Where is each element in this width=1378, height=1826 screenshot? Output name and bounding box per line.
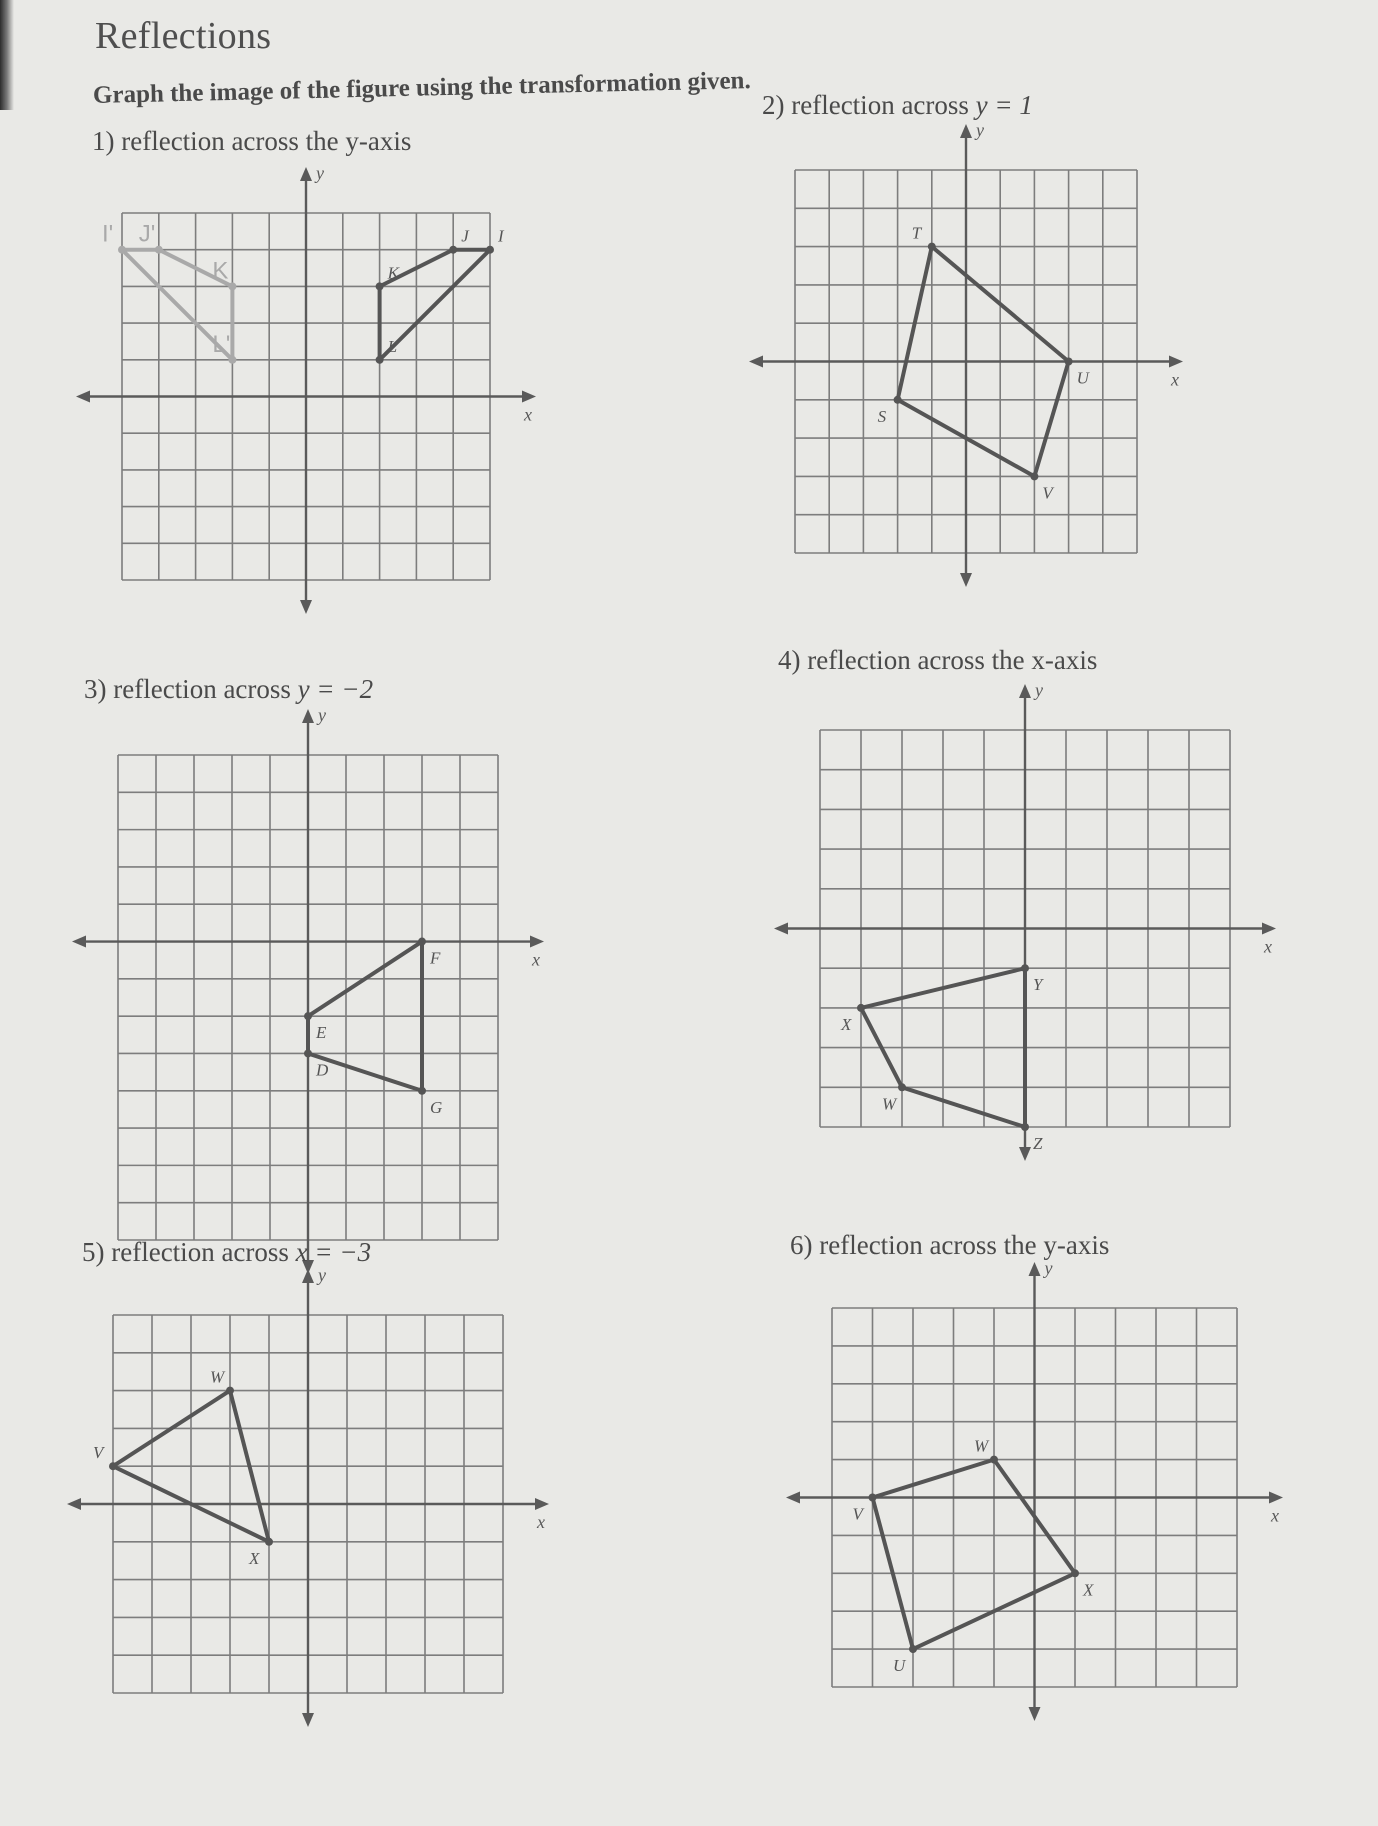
graph-6[interactable] (832, 1258, 1279, 1692)
problem-3-label (84, 674, 373, 705)
y-axis-label: y (976, 120, 984, 140)
vertex-point[interactable] (265, 1538, 273, 1546)
coordinate-grid[interactable] (118, 705, 540, 1240)
vertex-point[interactable] (449, 246, 457, 254)
vertex-point[interactable] (1021, 1123, 1029, 1131)
arrow-left-icon (72, 936, 86, 948)
arrow-down-icon (960, 573, 972, 587)
problem-text: reflection across the y-axis (121, 126, 412, 156)
arrow-down-icon (1019, 1147, 1031, 1161)
vertex-label: X (1083, 1580, 1094, 1600)
graph-1[interactable] (102, 163, 532, 585)
graph-3[interactable] (118, 705, 540, 1245)
vertex-label: U (893, 1656, 906, 1676)
vertex-point[interactable] (1021, 964, 1029, 972)
problem-5-label (82, 1237, 371, 1268)
x-axis-label: x (537, 1512, 545, 1532)
arrow-down-icon (300, 600, 312, 614)
vertex-label: J' (138, 220, 156, 248)
problem-4-label (778, 645, 1097, 676)
arrow-down-icon (1029, 1707, 1041, 1721)
arrow-right-icon (522, 391, 536, 403)
arrow-left-icon (67, 1498, 81, 1510)
problem-number: 6) (790, 1230, 820, 1260)
axes (786, 1262, 1283, 1721)
vertex-point[interactable] (228, 282, 236, 290)
x-axis-label: x (1271, 1505, 1279, 1526)
problem-1-label (92, 126, 411, 157)
arrow-up-icon (300, 167, 312, 181)
vertex-point[interactable] (304, 1049, 312, 1057)
vertex-label: K (212, 257, 229, 285)
problem-text: reflection across the x-axis (807, 645, 1098, 675)
worksheet-title: Reflections (95, 15, 272, 57)
pre-image-figure (304, 938, 442, 1117)
x-axis-label: x (524, 404, 532, 425)
vertex-label: Z (1033, 1134, 1043, 1153)
arrow-down-icon (302, 1713, 314, 1727)
x-axis-label: x (532, 949, 540, 970)
y-axis-label: y (316, 163, 324, 183)
pre-image-figure (878, 224, 1091, 503)
vertex-label: I' (102, 220, 114, 248)
problem-number: 5) (82, 1237, 112, 1267)
arrow-left-icon (76, 391, 90, 403)
vertex-point[interactable] (990, 1456, 998, 1464)
vertex-point[interactable] (857, 1004, 865, 1012)
vertex-label: S (877, 406, 887, 426)
vertex-label: V (1042, 483, 1053, 503)
axes (72, 709, 544, 1274)
y-axis-label: y (1044, 1258, 1053, 1278)
y-axis-label: y (318, 705, 326, 725)
graph-5[interactable] (93, 1265, 545, 1698)
problem-text: reflection across (113, 674, 298, 704)
vertex-label: E (316, 1023, 327, 1043)
problem-2-label (762, 90, 1033, 121)
vertex-point[interactable] (928, 243, 936, 251)
arrow-up-icon (1019, 684, 1031, 698)
graph-2[interactable] (795, 120, 1179, 558)
axes (749, 124, 1183, 587)
pre-image-figure (853, 1437, 1095, 1676)
y-axis-label: y (318, 1265, 326, 1285)
arrow-right-icon (1169, 356, 1183, 368)
vertex-point[interactable] (869, 1494, 877, 1502)
vertex-point[interactable] (1071, 1569, 1079, 1577)
vertex-label: L' (212, 330, 231, 358)
problem-number: 2) (762, 90, 792, 120)
arrow-up-icon (960, 124, 972, 138)
problem-equation: y = 1 (975, 90, 1033, 120)
coordinate-grid[interactable] (820, 680, 1272, 1153)
vertex-label: K (387, 263, 399, 283)
vertex-label: X (249, 1548, 260, 1568)
vertex-label: F (430, 948, 441, 968)
vertex-label: G (430, 1097, 443, 1117)
vertex-point[interactable] (155, 246, 163, 254)
vertex-point[interactable] (909, 1645, 917, 1653)
worksheet-instructions: Graph the image of the figure using the transformation given. (92, 67, 751, 109)
y-axis-label: y (1035, 680, 1043, 700)
vertex-point[interactable] (118, 246, 126, 254)
problem-equation: y = −2 (297, 674, 374, 704)
coordinate-grid[interactable] (832, 1258, 1279, 1687)
coordinate-grid[interactable] (93, 1265, 545, 1693)
arrow-left-icon (786, 1492, 800, 1504)
problem-number: 4) (778, 645, 808, 675)
vertex-point[interactable] (418, 938, 426, 946)
problem-6-label (790, 1230, 1109, 1261)
x-axis-label: x (1171, 369, 1179, 390)
vertex-label: X (841, 1014, 852, 1034)
arrow-right-icon (1262, 923, 1276, 935)
vertex-point[interactable] (376, 356, 384, 364)
vertex-label: L (387, 336, 398, 356)
vertex-label: D (316, 1060, 329, 1080)
vertex-point[interactable] (1030, 472, 1038, 480)
arrow-up-icon (1029, 1262, 1041, 1276)
arrow-right-icon (530, 936, 544, 948)
vertex-point[interactable] (418, 1087, 426, 1095)
x-axis-label: x (1264, 936, 1272, 957)
pre-image-figure (376, 227, 505, 364)
arrow-left-icon (749, 356, 763, 368)
vertex-label: W (882, 1094, 897, 1114)
graph-4[interactable] (820, 680, 1272, 1153)
arrow-left-icon (774, 923, 788, 935)
vertex-label: I (498, 226, 504, 246)
pre-image-figure (840, 964, 1044, 1153)
arrow-up-icon (302, 709, 314, 723)
vertex-point[interactable] (1065, 358, 1073, 366)
problem-number: 3) (84, 674, 114, 704)
vertex-point[interactable] (304, 1012, 312, 1020)
problem-text: reflection across (111, 1237, 296, 1267)
pre-image-figure (93, 1368, 273, 1568)
vertex-point[interactable] (894, 396, 902, 404)
problem-text: reflection across (791, 90, 976, 120)
arrow-right-icon (1269, 1492, 1283, 1504)
vertex-point[interactable] (486, 246, 494, 254)
coordinate-grid[interactable] (102, 163, 532, 580)
vertex-point[interactable] (109, 1462, 117, 1470)
vertex-label: V (852, 1504, 863, 1524)
arrow-up-icon (302, 1269, 314, 1283)
vertex-point[interactable] (376, 282, 384, 290)
vertex-label: V (93, 1443, 104, 1463)
problem-number: 1) (92, 126, 122, 156)
arrow-right-icon (535, 1498, 549, 1510)
problem-equation: x = −3 (295, 1237, 372, 1267)
vertex-point[interactable] (226, 1387, 234, 1395)
vertex-label: W (974, 1436, 989, 1456)
axes (67, 1269, 549, 1727)
vertex-label: J (461, 226, 469, 246)
vertex-point[interactable] (898, 1083, 906, 1091)
vertex-label: Y (1033, 975, 1043, 995)
page-edge-shadow (0, 0, 14, 110)
problem-text: reflection across the y-axis (819, 1230, 1110, 1260)
vertex-label: T (911, 223, 922, 243)
coordinate-grid[interactable] (795, 120, 1179, 553)
vertex-label: W (210, 1367, 225, 1387)
vertex-label: U (1076, 368, 1089, 388)
